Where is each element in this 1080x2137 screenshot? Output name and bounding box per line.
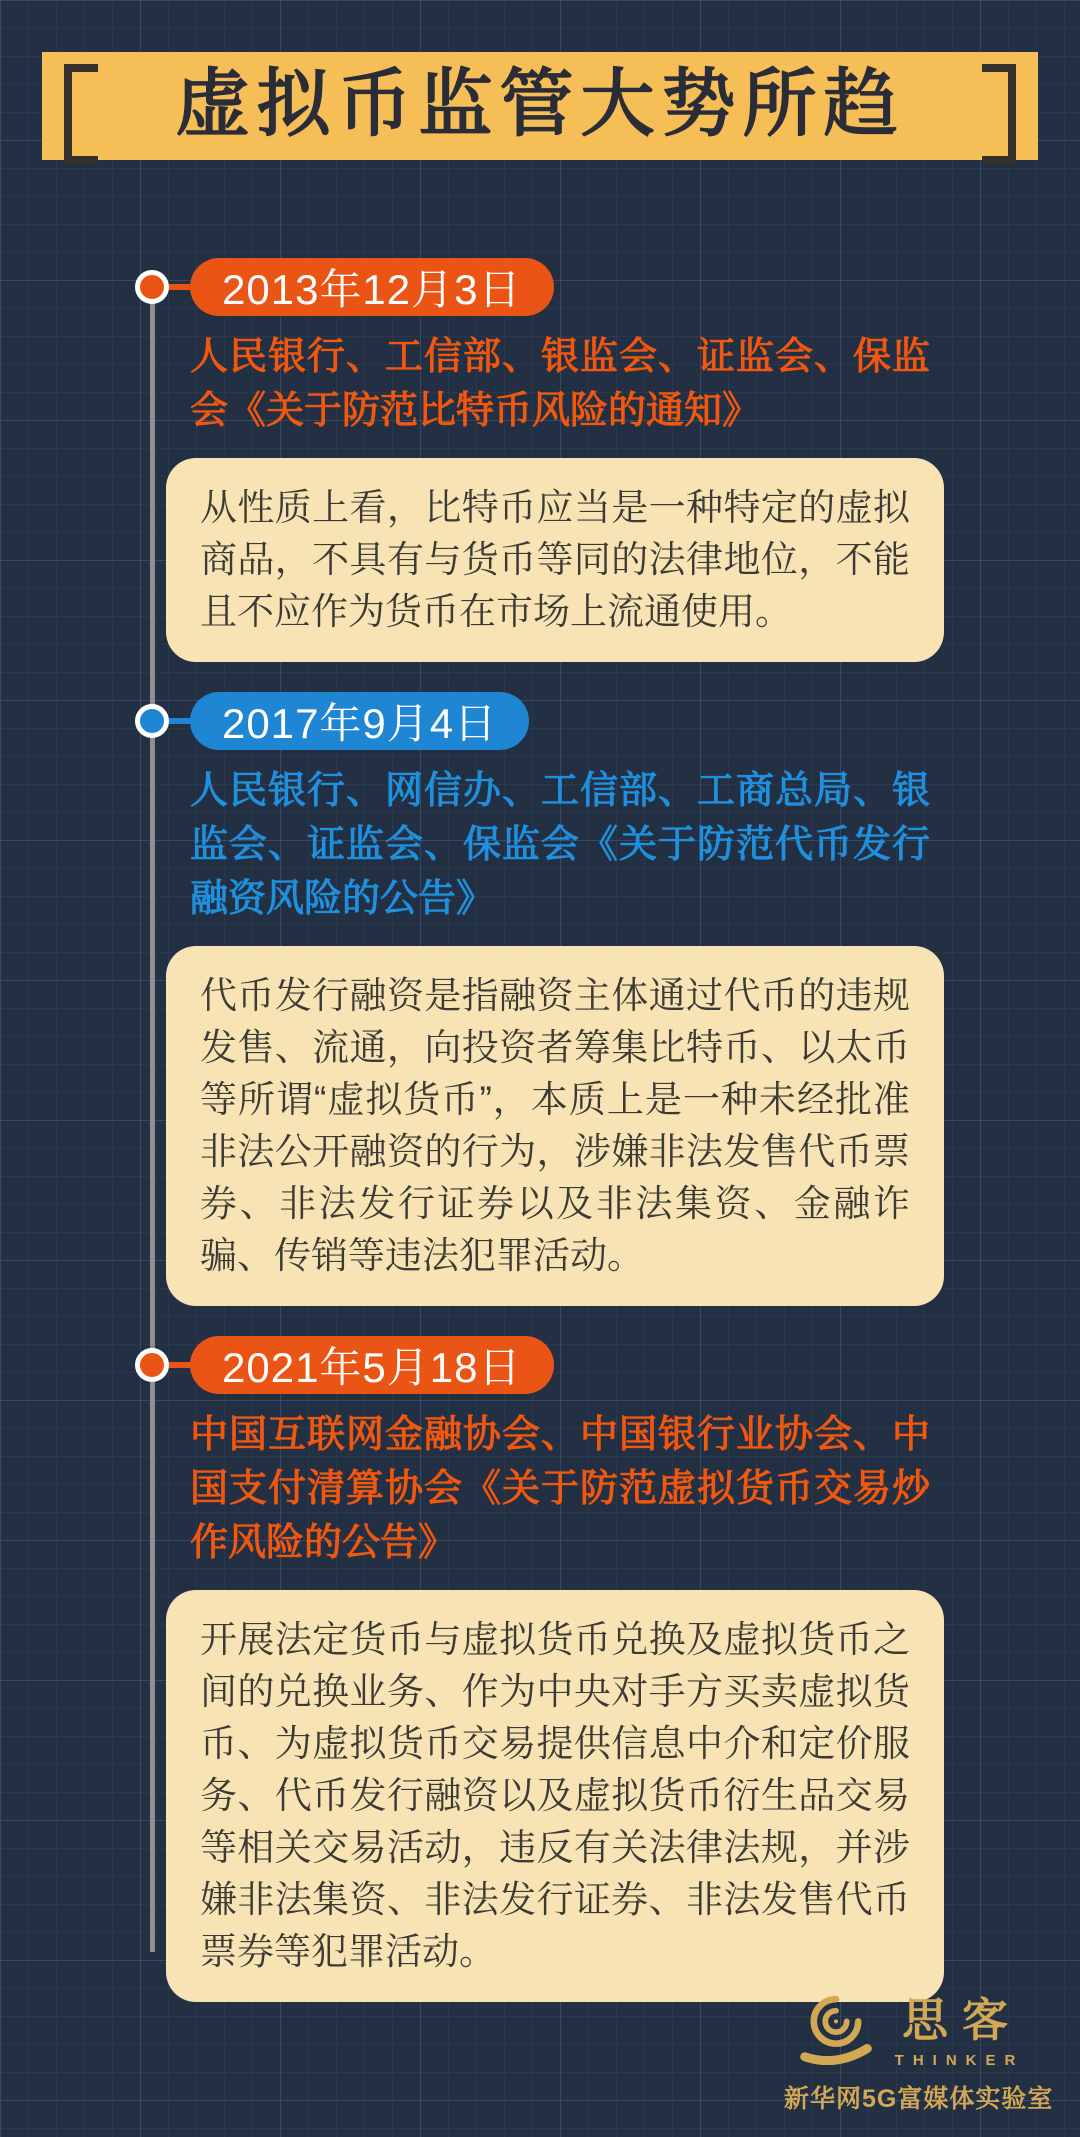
- entry-agencies: 人民银行、工信部、银监会、证监会、保监会《关于防范比特币风险的通知》: [190, 336, 930, 432]
- node-connector: [169, 284, 190, 290]
- entry-card: 从性质上看，比特币应当是一种特定的虚拟商品，不具有与货币等同的法律地位，不能且不应作为货币在市场上流通使用。: [166, 458, 944, 662]
- date-badge: 2021年5月18日: [190, 1336, 554, 1394]
- entry-card: 代币发行融资是指融资主体通过代币的违规发售、流通，向投资者筹集比特币、以太币等所谓“虚拟货币”，本质上是一种未经批准非法公开融资的行为，涉嫌非法发售代币票券、非法发行证券以及非法集资、金融诈骗、传销等违法犯罪活动。: [166, 946, 944, 1306]
- left-bracket-icon: [64, 64, 98, 164]
- brand-name-block: [886, 1991, 1025, 2069]
- timeline-node-icon: [135, 704, 169, 738]
- brand-row: [784, 1991, 1034, 2069]
- timeline-node-icon: [135, 270, 169, 304]
- timeline-node-icon: [135, 1348, 169, 1382]
- thinker-snail-icon: [794, 1991, 878, 2065]
- entry-header: [135, 1336, 1080, 1394]
- timeline-entry-2021: [0, 1336, 1080, 2002]
- date-badge: 2013年12月3日: [190, 258, 554, 316]
- brand-org: 新华网5G富媒体实验室: [784, 2085, 1054, 2113]
- node-connector: [169, 718, 190, 724]
- entry-agencies: 中国互联网金融协会、中国银行业协会、中国支付清算协会《关于防范虚拟货币交易炒作风险的公告》: [190, 1414, 930, 1564]
- timeline: [0, 258, 1080, 2032]
- entry-header: [135, 692, 1080, 750]
- footer-logo: [784, 1991, 1054, 2115]
- right-bracket-icon: [982, 64, 1016, 164]
- date-badge: 2017年9月4日: [190, 692, 529, 750]
- entry-card: 开展法定货币与虚拟货币兑换及虚拟货币之间的兑换业务、作为中央对手方买卖虚拟货币、为虚拟货币交易提供信息中介和定价服务、代币发行融资以及虚拟货币衍生品交易等相关交易活动，违反有关法律法规，并涉嫌非法集资、非法发行证券、非法发售代币票券等犯罪活动。: [166, 1590, 944, 2002]
- timeline-entry-2013: [0, 258, 1080, 662]
- entry-header: [135, 258, 1080, 316]
- title-banner: [42, 52, 1038, 160]
- entry-agencies: 人民银行、网信办、工信部、工商总局、银监会、证监会、保监会《关于防范代币发行融资风险的公告》: [190, 770, 930, 920]
- brand-name: 思客: [901, 1994, 1022, 2047]
- timeline-entry-2017: [0, 692, 1080, 1306]
- node-connector: [169, 1362, 190, 1368]
- brand-name-en: THINKER: [894, 2052, 1025, 2069]
- page-title: 虚拟币监管大势所趋: [175, 62, 905, 145]
